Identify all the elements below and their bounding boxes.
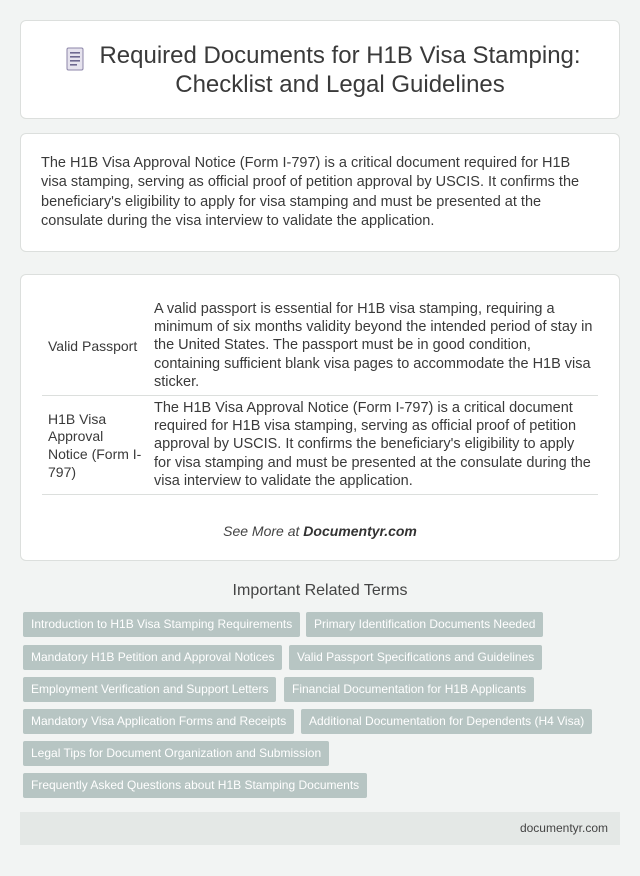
- table-description: A valid passport is essential for H1B visa stamping, requiring a minimum of six months validity beyond the intended period of stay in the United States. The passport must be in good condition, containing sufficient blank visa pages to accommodate the H1B visa sticker.: [148, 297, 598, 396]
- table-description: The H1B Visa Approval Notice (Form I-797) is a critical document required for H1B visa stamping, serving as official proof of petition approval by USCIS. It confirms the beneficiary's eligibility to apply for visa stamping and must be presented at the consulate during the visa interview to validate the application.: [148, 396, 598, 495]
- table-term: H1B Visa Approval Notice (Form I-797): [42, 396, 148, 495]
- footer-site[interactable]: documentyr.com: [519, 821, 608, 835]
- related-tag[interactable]: Frequently Asked Questions about H1B Stamping Documents: [23, 773, 367, 798]
- related-tag[interactable]: Additional Documentation for Dependents (H4 Visa): [301, 709, 592, 734]
- related-tag[interactable]: Mandatory H1B Petition and Approval Notices: [23, 645, 282, 670]
- title-card: [20, 20, 620, 119]
- page-title: Required Documents for H1B Visa Stamping: Checklist and Legal Guidelines: [99, 41, 581, 98]
- related-tag[interactable]: Valid Passport Specifications and Guidelines: [289, 645, 542, 670]
- table-row: [42, 297, 598, 396]
- see-more-site[interactable]: Documentyr.com: [303, 523, 417, 539]
- related-terms-title: Important Related Terms: [232, 582, 408, 599]
- related-tag[interactable]: Employment Verification and Support Letters: [23, 677, 276, 702]
- table-term: Valid Passport: [42, 297, 148, 396]
- intro-card: [20, 133, 620, 252]
- documents-table: [42, 297, 598, 495]
- intro-text: The H1B Visa Approval Notice (Form I-797) is a critical document required for H1B visa stamping, serving as official proof of petition approval by USCIS. It confirms the beneficiary's eligibility to apply for visa stamping and must be presented at the consulate during the visa interview to validate the application.: [41, 155, 580, 229]
- see-more-link[interactable]: [21, 523, 619, 539]
- related-tag[interactable]: Financial Documentation for H1B Applicants: [284, 677, 534, 702]
- related-tag[interactable]: Introduction to H1B Visa Stamping Requirements: [23, 612, 300, 637]
- footer: [20, 812, 620, 845]
- document-icon: [65, 47, 85, 71]
- see-more-prefix: See More at: [223, 523, 304, 539]
- documents-table-card: [20, 274, 620, 561]
- related-tag[interactable]: Mandatory Visa Application Forms and Receipts: [23, 709, 294, 734]
- related-tag[interactable]: Legal Tips for Document Organization and Submission: [23, 741, 329, 766]
- table-row: [42, 396, 598, 495]
- related-tag[interactable]: Primary Identification Documents Needed: [306, 612, 543, 637]
